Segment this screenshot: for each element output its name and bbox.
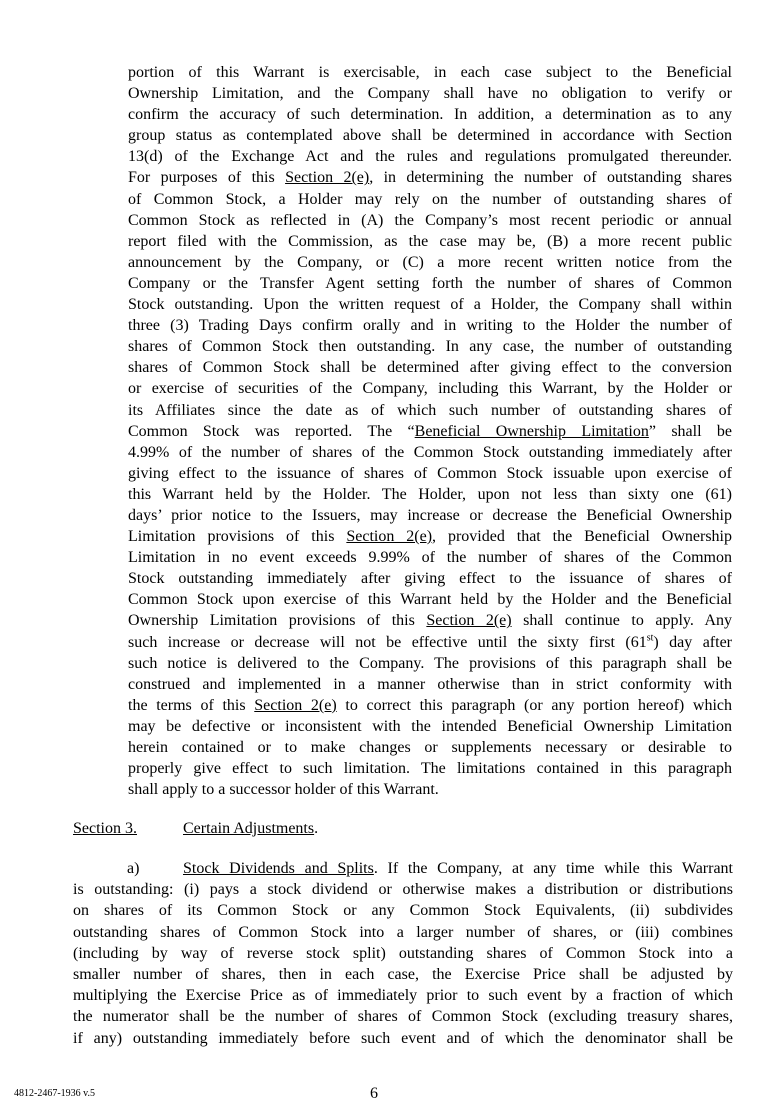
paragraph-line: three (3) Trading Days confirm orally and in writing to the Holder the number of xyxy=(128,317,732,335)
section-title-text: Certain Adjustments xyxy=(183,820,315,837)
paragraph-line: Stock outstanding. Upon the written request of a Holder, the Company shall within xyxy=(128,296,732,314)
paragraph-line: 13(d) of the Exchange Act and the rules and regulations promulgated thereunder. xyxy=(128,148,732,166)
paragraph-line: Common Stock was reported. The “Beneficial Ownership Limitation” shall be xyxy=(128,422,733,440)
section-reference: Section 2(e) xyxy=(285,169,370,187)
paragraph-line: Common Stock upon exercise of this Warrant held by the Holder and the Beneficial xyxy=(128,591,732,609)
paragraph-line: such notice is delivered to the Company. The provisions of this paragraph shall be xyxy=(128,654,732,672)
paragraph-line: portion of this Warrant is exercisable, in each case subject to the Beneficial xyxy=(128,64,732,81)
paragraph-line: Stock outstanding immediately after giving effect to the issuance of shares of xyxy=(128,570,732,588)
paragraph-line: giving effect to the issuance of shares of Common Stock issuable upon exercise of xyxy=(128,464,732,482)
section-reference: Section 2(e) xyxy=(254,696,337,714)
paragraph-line: shares of Common Stock then outstanding. In any case, the number of outstanding xyxy=(128,338,732,356)
section-number: Section 3. xyxy=(73,820,137,837)
paragraph-line: may be defective or inconsistent with the intended Beneficial Ownership Limitation xyxy=(128,717,732,735)
section-reference: Beneficial Ownership Limitation xyxy=(414,422,649,440)
paragraph-line: Company or the Transfer Agent setting forth the number of shares of Common xyxy=(128,274,732,292)
subsection-heading: Stock Dividends and Splits xyxy=(183,860,374,877)
section-title-suffix: . xyxy=(314,820,319,837)
section-reference: Section 2(e) xyxy=(426,612,512,630)
paragraph-line: Limitation provisions of this Section 2(e), provided that the Beneficial Ownership xyxy=(128,528,733,546)
paragraph-line: Limitation in no event exceeds 9.99% of the number of shares of the Common xyxy=(128,549,732,567)
subsection-label: a) xyxy=(127,860,140,877)
paragraph-line: this Warrant held by the Holder. The Holder, upon not less than sixty one (61) xyxy=(128,485,732,503)
paragraph-line: construed and implemented in a manner otherwise than in strict conformity with xyxy=(128,675,732,693)
page-number: 6 xyxy=(370,1085,378,1102)
subsection-first-line-text: . If the Company, at any time while this Warrant xyxy=(373,860,733,877)
paragraph-line: Ownership Limitation provisions of this Section 2(e) shall continue to apply. Any xyxy=(128,612,733,630)
paragraph-line: Ownership Limitation, and the Company shall have no obligation to verify or xyxy=(128,85,732,103)
subsection-first-line xyxy=(73,858,733,879)
subsection-line: multiplying the Exercise Price as of immediately prior to such event by a fraction of which xyxy=(73,987,733,1005)
document-id: 4812-2467-1936 v.5 xyxy=(14,1088,96,1099)
paragraph-line: the terms of this Section 2(e) to correct this paragraph (or any portion hereof) which xyxy=(128,696,733,714)
paragraph-line: herein contained or to make changes or supplements necessary or desirable to xyxy=(128,739,732,756)
paragraph-line: 4.99% of the number of shares of the Common Stock outstanding immediately after xyxy=(128,443,732,461)
paragraph-line: For purposes of this Section 2(e), in determining the number of outstanding shares xyxy=(128,169,733,187)
beneficial-ownership-paragraph xyxy=(128,62,732,800)
paragraph-line: report filed with the Commission, as the case may be, (B) a more recent public xyxy=(128,232,732,250)
paragraph-line: shares of Common Stock shall be determined after giving effect to the conversion xyxy=(128,359,732,377)
paragraph-line: Common Stock as reflected in (A) the Company’s most recent periodic or annual xyxy=(128,211,732,229)
ordinal-superscript: st xyxy=(646,632,654,644)
subsection-line: (including by way of reverse stock split) outstanding shares of Common Stock into a xyxy=(73,944,733,962)
paragraph-line: confirm the accuracy of such determination. In addition, a determination as to any xyxy=(128,106,732,124)
paragraph-line: announcement by the Company, or (C) a more recent written notice from the xyxy=(128,253,732,271)
paragraph-line: its Affiliates since the date as of which such number of outstanding shares of xyxy=(128,401,732,419)
paragraph-line: such increase or decrease will not be effective until the sixty first (61st) day after xyxy=(128,632,733,651)
subsection-line: on shares of its Common Stock or any Common Stock Equivalents, (ii) subdivides xyxy=(73,902,733,920)
subsection-line: outstanding shares of Common Stock into a larger number of shares, or (iii) combines xyxy=(73,923,733,941)
paragraph-line: or exercise of securities of the Company, including this Warrant, by the Holder or xyxy=(128,380,732,398)
paragraph-line: properly give effect to such limitation. The limitations contained in this paragraph xyxy=(128,760,732,778)
subsection-line: is outstanding: (i) pays a stock dividend or otherwise makes a distribution or distributions xyxy=(73,881,733,899)
stock-dividends-subsection xyxy=(73,858,733,1049)
subsection-line: the numerator shall be the number of shares of Common Stock (excluding treasury shares, xyxy=(73,1008,733,1026)
paragraph-line: shall apply to a successor holder of this Warrant. xyxy=(128,781,439,799)
paragraph-line: days’ prior notice to the Issuers, may increase or decrease the Beneficial Ownership xyxy=(128,506,732,524)
subsection-line: smaller number of shares, then in each case, the Exercise Price shall be adjusted by xyxy=(73,966,733,984)
paragraph-line: of Common Stock, a Holder may rely on the number of outstanding shares of xyxy=(128,190,732,208)
paragraph-line: group status as contemplated above shall be determined in accordance with Section xyxy=(128,127,732,145)
section-title xyxy=(183,818,318,839)
section-reference: Section 2(e) xyxy=(346,528,433,546)
subsection-line: if any) outstanding immediately before such event and of which the denominator shall be xyxy=(73,1029,733,1047)
